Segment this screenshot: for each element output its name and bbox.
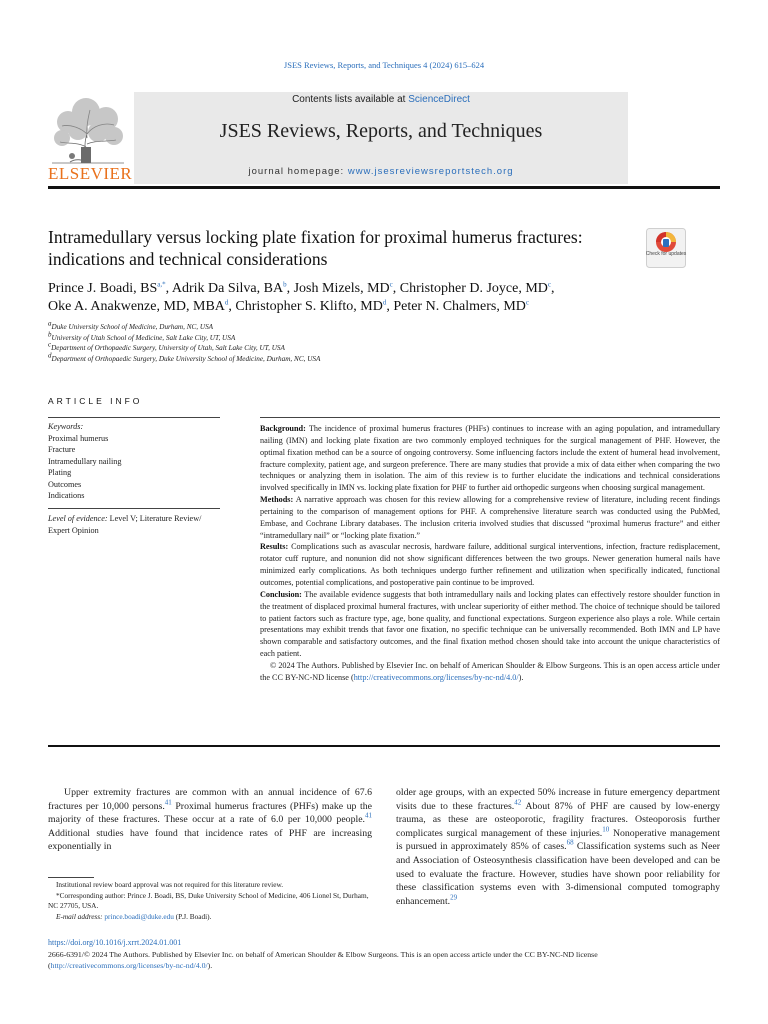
abstract-rule xyxy=(260,417,720,418)
evidence-text: Level V; Literature Review/ Expert Opinion xyxy=(48,514,202,535)
affiliation: $^c$Department of Orthopaedic Surgery, University of Utah, Salt Lake City, UT, USA xyxy=(48,340,285,352)
author: Adrik Da Silva, $BA^b$, xyxy=(171,280,294,296)
citation[interactable]: 10 xyxy=(602,825,610,834)
citation[interactable]: 41 xyxy=(164,798,172,807)
keyword: Proximal humerus xyxy=(48,433,109,443)
keyword: Indications xyxy=(48,491,85,500)
contents-prefix: Contents lists available at xyxy=(292,94,409,105)
abstract xyxy=(260,423,720,684)
corresponding-author-note: *Corresponding author: Prince J. Boadi, BS, Duke University School of Medicine, 406 Lionel St, Durham, NC 27705, USA. xyxy=(48,890,369,910)
author-list xyxy=(48,280,668,316)
evidence-rule xyxy=(48,508,220,509)
abstract-conclusion: Conclusion: The available evidence suggests that both intramedullary nails and locking plates can effectively restore shoulder function in the treatment of displaced proximal humeral fractures, with unclear superiority of either method. The choice of technique should be tailored to patient factors such as fracture type, age, bone quality, and functional expectations. Surgeon experience also plays a role. While certain presentations may exhibit trends that favor one fixation, no specific technique can be universally recommended. Both IMN and LP have shown comparable and satisfactory outcomes, and the final fixation method chosen should take into account the unique characteristics of each patient. xyxy=(260,589,720,659)
abstract-background: Background: The incidence of proximal humerus fractures (PHFs) continues to increase with an aging population, and intramedullary nailing (IMN) and locking plate fixation are two commonly employed techniques for the surgical management of PHF. However, the optimal fixation method can be a source of ongoing controversy. Some influencing factors include the extent of humeral head involvement, fracture complexity, patient age, and surgeon preference. There are many studies that provide a mix of data either when comparing the two techniques or analyzing them in isolation. The aim of this review is to further elucidate the indications and technical considerations involved specifically in IMN vs. locking plate fixation for PHF to further aid orthopedic surgeons when choosing surgical management. xyxy=(260,424,720,493)
abstract-copyright: © 2024 The Authors. Published by Elsevier Inc. on behalf of American Shoulder & Elbow Surgeons. This is an open access article under the CC BY-NC-ND license (http://creativecommons.org/licenses/by-nc-nd/4.0/). xyxy=(260,660,720,682)
journal-reference[interactable]: JSES Reviews, Reports, and Techniques 4 (2024) 615–624 xyxy=(283,60,485,70)
abstract-methods: Methods: A narrative approach was chosen for this review allowing for a comprehensive review of literature, including recent findings pertaining to the comparison of management options for PHF. A comprehensive literature search was conducted using the PubMed, Embase, and Cochrane Library databases. The inclusion criteria involved studies that discussed “proximal humerus fracture” and either “intramedullary nail” or “locking plate fixation.” xyxy=(260,495,720,540)
level-of-evidence xyxy=(48,513,223,536)
body-column-left: Upper extremity fractures are common with an annual incidence of 67.6 fractures per 10,000 persons.$^{41}$ Proximal humerus fractures (PHFs) make up the majority of these fractures. These occur at a rate of 6.0 per 10,000 people.$^{41}$ Additional studies have found that incidence rates of PHF are increasing exponentially in xyxy=(48,787,372,853)
author: Prince J. Boadi, $BS^{a,*}$, xyxy=(48,280,172,296)
sciencedirect-link[interactable]: ScienceDirect xyxy=(408,94,470,105)
article-info-rule xyxy=(48,417,220,418)
keywords-label: Keywords: xyxy=(48,422,84,431)
author: Christopher S. Klifto, $MD^d$, xyxy=(235,298,394,314)
article-title: Intramedullary versus locking plate fixation for proximal humerus fractures: indications and technical considerations xyxy=(48,227,583,269)
license-footer: 2666-6391/© 2024 The Authors. Published by Elsevier Inc. on behalf of American Shoulder & Elbow Surgeons. This is an open access article under the CC BY-NC-ND license (http://creativecommons.org/licenses/by-nc-nd/4.0/). xyxy=(48,950,598,970)
footer-license-link[interactable]: http://creativecommons.org/licenses/by-nc-nd/4.0/ xyxy=(50,961,208,970)
homepage-link[interactable]: www.jsesreviewsreportstech.org xyxy=(347,166,514,177)
footnote-rule xyxy=(48,877,94,878)
email-link[interactable]: prince.boadi@duke.edu xyxy=(104,911,174,921)
citation[interactable]: 29 xyxy=(450,893,458,902)
author: Christopher D. Joyce, $MD^c$, xyxy=(399,280,555,296)
homepage-line xyxy=(134,166,628,177)
email-note: E-mail address: prince.boadi@duke.edu (P.J. Boadi). xyxy=(56,911,212,921)
author: Josh Mizels, $MD^c$, xyxy=(293,280,400,296)
article-info-heading: ARTICLE INFO xyxy=(48,396,143,406)
abstract-results: Results: Complications such as avascular necrosis, hardware failure, additional surgical interventions, infection, fracture redisplacement, rotator cuff rupture, and nonunion did not show significant differences between the two groups. Newer generation humeral nails have minimized early complications. As both techniques undergo further refinement and utilization when specifically indicated, functional outcomes, potential complications, and postoperative pain continue to be improved. xyxy=(260,542,721,587)
journal-title: JSES Reviews, Reports, and Techniques xyxy=(219,120,543,142)
affiliation: $^a$Duke University School of Medicine, Durham, NC, USA xyxy=(48,319,214,331)
keyword: Intramedullary nailing xyxy=(48,456,122,466)
elsevier-wordmark: ELSEVIER xyxy=(48,164,133,183)
author: Peter N. Chalmers, $MD^c$ xyxy=(393,298,530,314)
citation[interactable]: 41 xyxy=(365,811,372,820)
doi-link[interactable]: https://doi.org/10.1016/j.xrrt.2024.01.001 xyxy=(48,938,182,947)
keywords-block xyxy=(48,421,220,502)
affiliation: $^b$University of Utah School of Medicine, Salt Lake City, UT, USA xyxy=(48,330,236,342)
homepage-prefix: journal homepage: xyxy=(248,166,348,177)
keyword: Fracture xyxy=(48,445,76,454)
keyword: Plating xyxy=(48,468,72,477)
abstract-end-rule xyxy=(48,745,720,747)
footnotes xyxy=(48,880,374,922)
citation[interactable]: 68 xyxy=(566,839,574,848)
header-rule xyxy=(48,186,720,189)
author: Oke A. Anakwenze, MD, MBA$^d$, xyxy=(48,298,236,314)
journal-cover-placeholder xyxy=(636,92,720,184)
citation[interactable]: 42 xyxy=(514,798,522,807)
license-link[interactable]: http://creativecommons.org/licenses/by-nc-nd/4.0/ xyxy=(353,672,519,682)
check-for-updates-label: Check for updates xyxy=(645,251,687,257)
irb-note: Institutional review board approval was not required for this literature review. xyxy=(56,880,284,889)
evidence-label: Level of evidence: xyxy=(48,514,108,523)
check-for-updates-icon[interactable] xyxy=(646,228,686,268)
affiliations xyxy=(48,319,688,364)
body-column-right: older age groups, with an expected 50% increase in future emergency department visits due to these fractures.$^{42}$ About 87% of PHF are caused by low-energy trauma, as these are osteoporotic, fragility fractures. Osteoporosis further complicates surgical management of these injuries.$^{10}$ Nonoperative management is pursued in approximately 85% of cases.$^{68}$ Classification systems such as Neer and Association of Osteosynthesis classification have been developed and can be used to evaluate the fracture. However, studies have shown poor reliability for these classification systems even with 3-dimensional computed tomography enhancement.$^{29}$ xyxy=(396,787,720,907)
contents-line xyxy=(134,94,628,105)
keyword: Outcomes xyxy=(48,479,82,489)
affiliation: $^d$Department of Orthopaedic Surgery, Duke University School of Medicine, Durham, NC, USA xyxy=(48,351,321,363)
